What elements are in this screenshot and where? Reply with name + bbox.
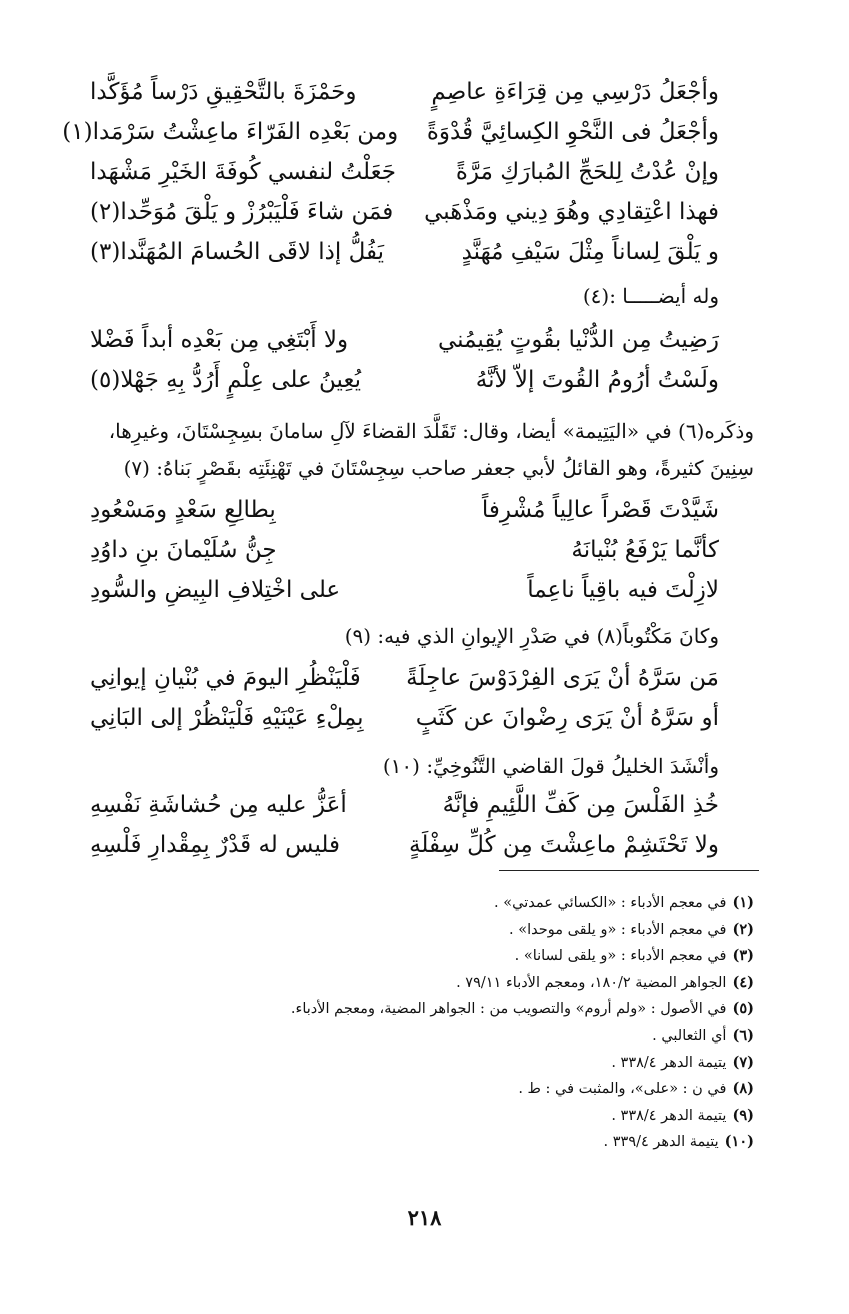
verse-second-hemistich: فَلْيَنْظُرِ اليومَ في بُنْيانِ إيوانِي [90,665,361,691]
verse-first-hemistich: وأجْعَلُ فى النَّحْوِ الكِسائِيَّ قُدْوَةً [426,119,719,145]
verse-line [90,72,719,112]
poem-section-3 [90,490,719,610]
footnote-number: (٩) [732,1106,754,1124]
verse-first-hemistich: وأجْعَلُ دَرْسِي مِن قِرَاءَةِ عاصِمٍ [431,79,719,105]
poem-section-2 [90,320,719,400]
verse-first-hemistich: فهذا اعْتِقادِي وهُوَ دِيني ومَذْهَبي [424,199,719,225]
footnote [150,1129,754,1156]
verse-line [90,825,719,865]
section-intro: وأنْشَدَ الخليلُ قولَ القاضي التَّنُوخِيِّ: (١٠) [382,754,719,778]
verse-line [90,232,719,272]
verse-second-hemistich: ومن بَعْدِه الفَرّاءَ ماعِشْتُ سَرْمَدا(١) [62,119,399,145]
footnote [150,943,754,970]
verse-first-hemistich: ولا تَحْتَشِمْ ماعِشْتَ مِن كُلِّ سِفْلَةٍ [409,832,719,858]
footnote [150,890,754,917]
footnote-text: في معجم الأدباء : «الكسائي عمدتي» . [494,895,727,911]
verse-second-hemistich: فليس له قَدْرٌ بِمِقْدارِ فَلْسِهِ [90,832,340,858]
footnote-text: في معجم الأدباء : «و يلقى لسانا» . [514,948,727,965]
verse-first-hemistich: أو سَرَّهُ أنْ يَرَى رِضْوانَ عن كَثَبٍ [415,705,719,731]
footnote-number: (٦) [732,1026,754,1044]
footnotes-list [150,890,754,1156]
verse-first-hemistich: كأنَّما يَرْفَعُ بُنْيانَهُ [571,537,719,563]
verse-line [90,530,719,570]
verse-second-hemistich: بِطالِعِ سَعْدٍ ومَسْعُودِ [90,497,276,523]
verse-line [90,785,719,825]
footnote-number: (٨) [732,1080,754,1098]
poem-section-5 [90,785,719,865]
footnote-number: (٤) [732,973,754,991]
page-number: ٢١٨ [407,1205,442,1230]
footnote-divider [499,870,759,871]
verse-first-hemistich: خُذِ الفَلْسَ مِن كَفِّ اللَّئِيمِ فإنَّهُ [442,792,719,818]
verse-line [90,152,719,192]
verse-second-hemistich: بِمِلْءِ عَيْنَيْهِ فَلْيَنْظُرْ إلى البَانِي [90,705,364,731]
footnote-text: يتيمة الدهر ٣٣٨/٤ . [611,1054,727,1071]
footnote-text: أي الثعالبي . [652,1027,727,1044]
footnote-number: (٧) [732,1053,754,1071]
verse-second-hemistich: فمَن شاءَ فَلْيَبْرُزْ و يَلْقَ مُوَحِّدا(٢) [90,199,394,225]
verse-second-hemistich: على اخْتِلافِ البِيضِ والسُّودِ [90,577,341,603]
verse-line [90,698,719,738]
footnote-number: (٥) [732,1000,754,1018]
verse-line [90,658,719,698]
footnote-text: في الأصول : «ولم أروم» والتصويب من : الجواهر المضية، ومعجم الأدباء. [290,1001,727,1018]
footnote [150,917,754,944]
verse-second-hemistich: وحَمْزَةَ بالتَّحْقِيقِ دَرْساً مُؤَكَّدا [90,79,357,105]
verse-second-hemistich: يُعِينُ على عِلْمٍ أَرُدُّ بِهِ جَهْلا(٥) [90,367,361,393]
verse-second-hemistich: يَفُلُّ إذا لاقَى الحُسامَ المُهَنَّدا(٣) [90,239,385,265]
poem-section-4 [90,658,719,738]
verse-first-hemistich: وإنْ عُدْتُ لِلحَجِّ المُبارَكِ مَرَّةً [455,159,719,185]
prose-line: وذكَره(٦) في «اليَتِيمة» أيضا، وقال: تَقَلَّدَ القضاءَ لآلِ سامانَ بسِجِسْتَانَ، وغيرِها، [108,419,754,443]
verse-second-hemistich: جَعَلْتُ لنفسي كُوفَةَ الخَيْرِ مَشْهَدا [90,159,396,185]
verse-first-hemistich: مَن سَرَّهُ أنْ يَرَى الفِرْدَوْسَ عاجِلَةً [406,665,719,691]
section-intro: وله أيضـــــا :(٤) [582,284,719,308]
verse-line [62,112,719,152]
footnote-number: (٢) [732,920,754,938]
verse-second-hemistich: ولا أَبْتَغِي مِن بَعْدِه أبداً فَضْلا [90,327,349,353]
footnote-text: في ن : «على»، والمثبت في : ط . [518,1081,727,1098]
prose-line: سِنِينَ كثيرةً، وهو القائلُ لأبي جعفر صاحب سِجِسْتَانَ في تَهْنِئَتِه بقَصْرٍ بَناهُ: (٧) [123,456,754,480]
verse-line [90,360,719,400]
verse-line [90,192,719,232]
verse-second-hemistich: أعَزُّ عليه مِن حُشاشَةِ نَفْسِهِ [90,792,347,818]
footnote-text: في معجم الأدباء : «و يلقى موحدا» . [509,921,727,938]
footnote [150,1050,754,1077]
verse-second-hemistich: جِنُّ سُلَيْمانَ بنِ داوُدِ [90,537,277,563]
footnote-number: (١) [732,894,754,911]
footnote-text: يتيمة الدهر ٣٣٩/٤ . [603,1134,719,1151]
footnote-text: يتيمة الدهر ٣٣٨/٤ . [611,1107,727,1124]
verse-first-hemistich: و يَلْقَ لِساناً مِثْلَ سَيْفِ مُهَنَّدٍ [461,239,719,265]
section-intro: وكانَ مَكْتُوباً(٨) في صَدْرِ الإيوانِ الذي فيه: (٩) [344,624,719,648]
verse-first-hemistich: لازِلْتَ فيه باقِياً ناعِماً [527,577,719,603]
footnote [150,1076,754,1103]
poem-section-1 [62,72,719,272]
verse-line [90,320,719,360]
verse-line [90,570,719,610]
footnote-text: الجواهر المضية ١٨٠/٢، ومعجم الأدباء ٧٩/١١ . [456,974,727,991]
footnote-number: (٣) [732,947,754,965]
footnote [150,996,754,1023]
verse-first-hemistich: شَيَّدْتَ قَصْراً عالِياً مُشْرِفاً [481,497,719,523]
verse-first-hemistich: رَضِيتُ مِن الدُّنْيا بقُوتٍ يُقِيمُني [437,327,719,353]
footnote [150,970,754,997]
footnote [150,1023,754,1050]
verse-line [90,490,719,530]
verse-first-hemistich: ولَسْتُ أرُومُ القُوتَ إلاّ لأنَّهُ [475,367,719,393]
footnote [150,1103,754,1130]
footnote-number: (١٠) [724,1133,754,1151]
